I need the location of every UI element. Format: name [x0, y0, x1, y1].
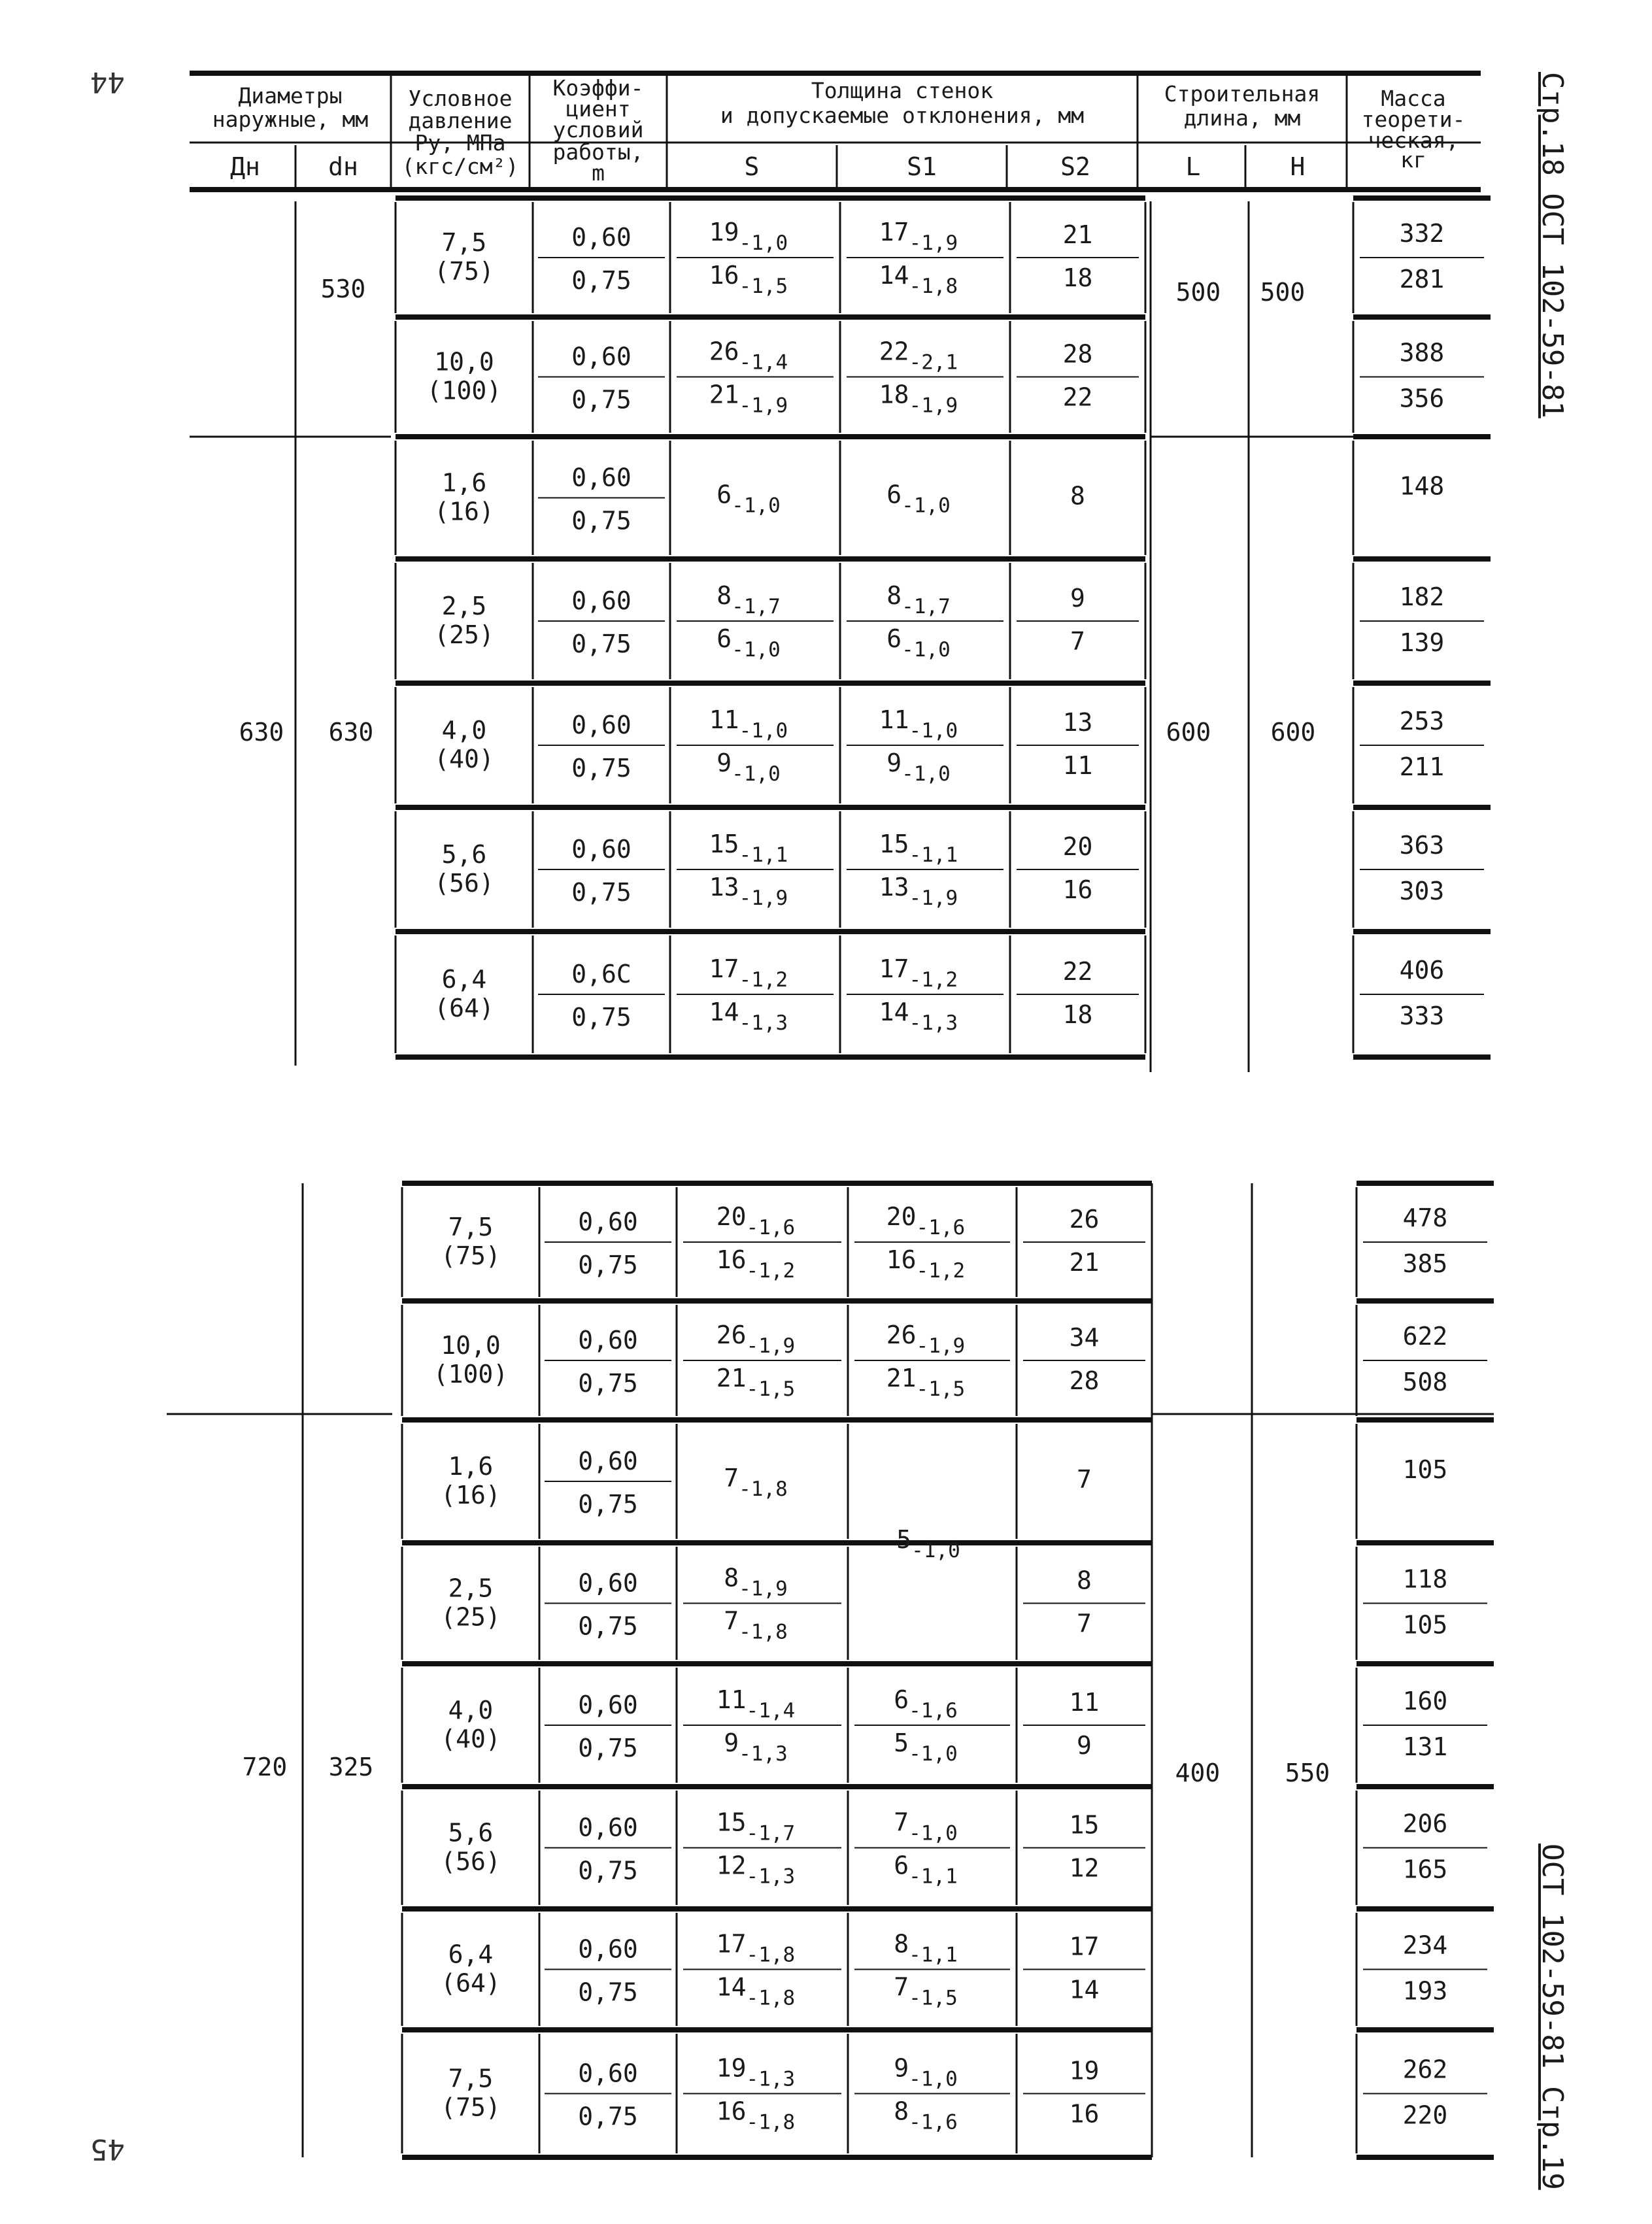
- table2-s1-value-060: $6_{-1,6}$: [894, 1685, 958, 1723]
- table1-coef-060: 0,60: [571, 711, 632, 739]
- table1-s1-value: $6_{-1,0}$: [886, 480, 951, 518]
- table1-s1-value-075: $14_{-1,8}$: [879, 261, 958, 298]
- table2-s1-value-060: $8_{-1,1}$: [894, 1929, 958, 1967]
- table2-groups: [402, 1183, 1494, 2157]
- table2-mass-value-060: 622: [1402, 1322, 1448, 1351]
- table2-s1-value-060: $26_{-1,9}$: [886, 1321, 966, 1358]
- table2-group-5: [402, 1664, 1494, 1783]
- table2-coef-060: 0,60: [578, 1934, 638, 1964]
- header-pressure-2: давление: [408, 108, 513, 133]
- table2-pressure-kgf: (100): [433, 1360, 509, 1389]
- header-h: H: [1290, 152, 1306, 181]
- header-coef-1: Коэффи-: [552, 75, 644, 101]
- table1-pressure-kgf: (75): [434, 257, 494, 286]
- t2-H-550: 550: [1285, 1759, 1330, 1787]
- table2-s2-value-075: 16: [1069, 2099, 1100, 2129]
- header-mass-2: теорети-: [1361, 107, 1466, 132]
- table1-group-7: [396, 932, 1491, 1057]
- table1-mass-value-060: 406: [1399, 956, 1445, 985]
- table2-coef-075: 0,75: [578, 1978, 638, 2007]
- table2-pressure-mpa: 1,6: [448, 1452, 494, 1481]
- table1-s1-value-075: $18_{-1,9}$: [879, 380, 958, 418]
- table2-s2-value-075: 28: [1069, 1366, 1100, 1395]
- table1-coef-075: 0,75: [571, 385, 632, 414]
- header-mass-3: ческая,: [1368, 127, 1459, 153]
- table1-s2-value-060: 13: [1062, 708, 1093, 737]
- header-dn-small: dн: [328, 152, 358, 181]
- table1-pressure-kgf: (56): [434, 869, 494, 898]
- table2-s2-value-060: 34: [1069, 1323, 1100, 1352]
- table1-s-value-060: $26_{-1,4}$: [709, 337, 788, 375]
- table2-coef-060: 0,60: [578, 1447, 638, 1475]
- table2-mass-value-060: 206: [1402, 1809, 1448, 1838]
- header-thickness-2: и допускаемые отклонения, мм: [720, 103, 1085, 128]
- table1-mass-value-060: 182: [1399, 582, 1445, 611]
- table2-mass-value-075: 385: [1402, 1249, 1448, 1278]
- table1-pressure-mpa: 5,6: [441, 840, 487, 869]
- table2-merged-s1: [896, 1525, 960, 1562]
- table1-pressure-mpa: 6,4: [441, 965, 487, 994]
- table2-s-value-075: $9_{-1,3}$: [724, 1728, 788, 1766]
- table1-mass-value-075: 356: [1399, 384, 1445, 413]
- table2-s-value-060: $20_{-1,6}$: [716, 1202, 796, 1239]
- table1-s-value-075: $6_{-1,0}$: [716, 624, 781, 662]
- table2-s1-value-060: $20_{-1,6}$: [886, 1202, 966, 1239]
- table1-pressure-mpa: 7,5: [441, 228, 487, 257]
- table2-s-value-060: $8_{-1,9}$: [724, 1563, 788, 1601]
- table2-s2-value-075: 9: [1077, 1731, 1092, 1760]
- table1-group-2: [396, 317, 1491, 433]
- table1-s-value-075: $21_{-1,9}$: [709, 380, 788, 418]
- table1-group-4: [396, 559, 1491, 679]
- t1-dn-small-630: 630: [328, 718, 374, 747]
- table2-mass-value-075: 508: [1402, 1368, 1448, 1396]
- table1-s2-value-060: 28: [1062, 339, 1093, 369]
- table2-s2-value-075: 21: [1069, 1248, 1100, 1277]
- table1-mass-value-060: 388: [1399, 338, 1445, 367]
- table1-s2-value-075: 18: [1062, 263, 1093, 292]
- table2-s-value-060: $11_{-1,4}$: [716, 1685, 796, 1723]
- table2-mass-value-060: 262: [1402, 2055, 1448, 2084]
- header-s: S: [744, 152, 760, 181]
- table2-structure: [167, 1183, 1494, 2157]
- table1-s1-value-060: $17_{-1,2}$: [879, 954, 958, 992]
- table2-group-7: [402, 1909, 1494, 2026]
- table2-pressure-kgf: (75): [441, 2093, 501, 2122]
- table1-s2-value-075: 7: [1070, 627, 1085, 656]
- table2-coef-075: 0,75: [578, 1490, 638, 1519]
- header-s1: S1: [907, 152, 937, 181]
- table2-pressure-mpa: 7,5: [448, 1213, 494, 1241]
- header-coef-3: условий: [552, 117, 644, 143]
- table1-pressure-kgf: (16): [434, 497, 494, 526]
- header-length-1: Строительная: [1164, 81, 1321, 107]
- table2-group-8: [402, 2030, 1494, 2157]
- table1-s-value-060: $8_{-1,7}$: [716, 581, 781, 618]
- header-coef-4: работы,: [552, 139, 644, 165]
- table2-s-value-075: $7_{-1,8}$: [724, 1606, 788, 1644]
- table2-mass-value-060: 234: [1402, 1930, 1448, 1960]
- table1-s1-value-060: $15_{-1,1}$: [879, 830, 958, 867]
- table1-pressure-mpa: 10,0: [434, 347, 494, 377]
- table1-s-value-075: $13_{-1,9}$: [709, 873, 788, 910]
- table2-mass-value-060: 160: [1402, 1687, 1448, 1715]
- table2-mass-value-060: 478: [1402, 1204, 1448, 1232]
- table2-s2-value: 7: [1077, 1465, 1092, 1494]
- table2-mass-value-075: 165: [1402, 1855, 1448, 1884]
- table1-coef-075: 0,75: [571, 878, 632, 907]
- table1-coef-060: 0,6С: [571, 960, 632, 988]
- table1-mass-value-060: 253: [1399, 707, 1445, 735]
- table1-group-3: [396, 437, 1491, 555]
- table2-s1-value-075: $21_{-1,5}$: [886, 1364, 966, 1401]
- table1-coef-075: 0,75: [571, 506, 632, 535]
- table2-mass-value-060: 118: [1402, 1564, 1448, 1594]
- table1-coef-060: 0,60: [571, 463, 632, 492]
- table2-pressure-mpa: 2,5: [448, 1574, 494, 1603]
- table1-mass-value-075: 211: [1399, 752, 1445, 781]
- table2-s-value-060: $17_{-1,8}$: [716, 1929, 796, 1967]
- table2-pressure-mpa: 7,5: [448, 2064, 494, 2093]
- table1-pressure-kgf: (64): [434, 994, 494, 1022]
- header-length-2: длина, мм: [1183, 105, 1301, 131]
- top-page-number: 44: [90, 65, 125, 99]
- table1-s2-value: 8: [1070, 481, 1085, 511]
- top-side-label: Стр.18 ОСТ 102-59-81: [1536, 72, 1569, 418]
- t1-H-500: 500: [1260, 278, 1306, 307]
- header-diameters-2: наружные, мм: [212, 107, 369, 132]
- table1-s2-value-060: 9: [1070, 584, 1085, 613]
- table1-coef-075: 0,75: [571, 1003, 632, 1032]
- table2-s2-value-075: 7: [1077, 1609, 1092, 1638]
- t1-H-600: 600: [1270, 718, 1316, 747]
- table1-pressure-mpa: 4,0: [441, 716, 487, 745]
- table1-pressure-kgf: (40): [434, 745, 494, 773]
- table2-s2-value-075: 12: [1069, 1853, 1100, 1883]
- table1-s1-value-075: $14_{-1,3}$: [879, 998, 958, 1035]
- table1-s-value: $6_{-1,0}$: [716, 480, 781, 518]
- table1-s-value-060: $19_{-1,0}$: [709, 218, 788, 255]
- table2-s1-value-060: $9_{-1,0}$: [894, 2053, 958, 2091]
- table1-s2-value-075: 18: [1062, 1000, 1093, 1029]
- table2-mass-value-075: 105: [1402, 1610, 1448, 1640]
- table2-coef-075: 0,75: [578, 2102, 638, 2131]
- t2-dn-small-325: 325: [328, 1753, 374, 1781]
- table2-s-value: $7_{-1,8}$: [724, 1464, 788, 1501]
- table1-groups: [396, 198, 1491, 1057]
- table1-coef-060: 0,60: [571, 586, 632, 615]
- table1-coef-060: 0,60: [571, 223, 632, 252]
- header-s2: S2: [1060, 152, 1090, 181]
- table1-structure: [190, 201, 1481, 1072]
- table2-s2-value-060: 19: [1069, 2056, 1100, 2085]
- header-l: L: [1185, 152, 1201, 181]
- table1-s1-value-060: $17_{-1,9}$: [879, 218, 958, 255]
- table1-s-value-060: $15_{-1,1}$: [709, 830, 788, 867]
- table2-mass-value-075: 131: [1402, 1732, 1448, 1761]
- table2-s2-value-075: 14: [1069, 1975, 1100, 2004]
- table1-mass-value-075: 303: [1399, 877, 1445, 905]
- bottom-side-label: ОСТ 102-59-81 Стр.19: [1536, 1844, 1569, 2190]
- table1-s2-value-075: 16: [1062, 875, 1093, 904]
- table2-pressure-mpa: 5,6: [448, 1818, 494, 1847]
- table2-s1-merged-value: $5_{-1,0}$: [896, 1525, 960, 1562]
- table1-coef-075: 0,75: [571, 754, 632, 783]
- header-dn: Дн: [230, 152, 260, 181]
- table1-pressure-kgf: (25): [434, 620, 494, 649]
- table2-group-3: [402, 1420, 1494, 1539]
- table2-pressure-kgf: (64): [441, 1968, 501, 1998]
- table2-coef-075: 0,75: [578, 1734, 638, 1762]
- table1-s1-value-075: $9_{-1,0}$: [886, 749, 951, 786]
- table2-mass-value-075: 220: [1402, 2100, 1448, 2130]
- table2-s-value-060: $19_{-1,3}$: [716, 2053, 796, 2091]
- table1-mass-value: 148: [1399, 471, 1445, 501]
- table2-s1-value-075: $6_{-1,1}$: [894, 1851, 958, 1889]
- table1-s1-value-060: $11_{-1,0}$: [879, 705, 958, 743]
- table2-s1-value-075: $7_{-1,5}$: [894, 1972, 958, 2010]
- table1-s2-value-060: 20: [1062, 832, 1093, 861]
- table2-s1-value-075: $16_{-1,2}$: [886, 1245, 966, 1283]
- table1-s1-value-060: $22_{-2,1}$: [879, 337, 958, 375]
- table2-coef-060: 0,60: [578, 1813, 638, 1842]
- table2-s-value-060: $15_{-1,7}$: [716, 1808, 796, 1845]
- table1-mass-value-075: 281: [1399, 265, 1445, 294]
- header-coef-2: циент: [565, 96, 631, 122]
- table2-s2-value-060: 17: [1069, 1932, 1100, 1961]
- table2-s2-value-060: 26: [1069, 1205, 1100, 1234]
- table2-group-6: [402, 1787, 1494, 1905]
- table2-group-2: [402, 1301, 1494, 1416]
- table2-coef-060: 0,60: [578, 1207, 638, 1236]
- table1-coef-075: 0,75: [571, 630, 632, 658]
- table2-coef-060: 0,60: [578, 1691, 638, 1719]
- table2-coef-075: 0,75: [578, 1856, 638, 1885]
- table2-s1-value-075: $5_{-1,0}$: [894, 1728, 958, 1766]
- table1-group-1: [396, 198, 1491, 313]
- table2-pressure-kgf: (56): [441, 1847, 501, 1876]
- table1-s2-value-060: 21: [1062, 220, 1093, 249]
- table1-s2-value-075: 22: [1062, 382, 1093, 412]
- header-coef-5: m: [592, 160, 605, 186]
- table2-mass-value-075: 193: [1402, 1976, 1448, 2006]
- table2-pressure-mpa: 4,0: [448, 1696, 494, 1725]
- t2-L-400: 400: [1175, 1759, 1221, 1787]
- table1-pressure-mpa: 1,6: [441, 468, 487, 497]
- table1-s2-value-060: 22: [1062, 957, 1093, 986]
- header-pressure-4: (кгс/см²): [401, 154, 519, 179]
- t1-L-600: 600: [1166, 718, 1211, 747]
- table1-s-value-060: $11_{-1,0}$: [709, 705, 788, 743]
- table2-pressure-kgf: (16): [441, 1481, 501, 1509]
- table2-coef-075: 0,75: [578, 1369, 638, 1398]
- header-diameters-1: Диаметры: [238, 83, 343, 109]
- header-mass-4: кг: [1400, 147, 1426, 173]
- bottom-page-number: 45: [90, 2132, 125, 2166]
- table1-s-value-075: $16_{-1,5}$: [709, 261, 788, 298]
- table1-mass-value-075: 333: [1399, 1002, 1445, 1030]
- table1-group-6: [396, 807, 1491, 928]
- table2-pressure-kgf: (25): [441, 1602, 501, 1632]
- table1-s-value-060: $17_{-1,2}$: [709, 954, 788, 992]
- t1-dn-630: 630: [239, 718, 284, 747]
- table2-s-value-075: $16_{-1,2}$: [716, 1245, 796, 1283]
- table2-pressure-mpa: 10,0: [441, 1331, 501, 1360]
- header-thickness-1: Толщина стенок: [811, 78, 994, 103]
- table1-coef-075: 0,75: [571, 266, 632, 295]
- table2-s-value-075: $16_{-1,8}$: [716, 2097, 796, 2134]
- table2-coef-060: 0,60: [578, 1326, 638, 1355]
- table1-s-value-075: $9_{-1,0}$: [716, 749, 781, 786]
- table1-s2-value-075: 11: [1062, 751, 1093, 780]
- t2-dn-720: 720: [242, 1753, 288, 1781]
- table2-s-value-060: $26_{-1,9}$: [716, 1321, 796, 1358]
- table1-mass-value-060: 363: [1399, 831, 1445, 860]
- table2-pressure-kgf: (40): [441, 1725, 501, 1753]
- header-pressure-1: Условное: [408, 86, 513, 111]
- table1-coef-060: 0,60: [571, 342, 632, 371]
- header-mass-1: Масса: [1381, 86, 1446, 111]
- t1-dn-small-530: 530: [320, 275, 366, 303]
- table2-coef-060: 0,60: [578, 2059, 638, 2088]
- table1-mass-value-075: 139: [1399, 628, 1445, 657]
- table1-mass-value-060: 332: [1399, 219, 1445, 248]
- table1-s1-value-075: $13_{-1,9}$: [879, 873, 958, 910]
- table2-pressure-kgf: (75): [441, 1241, 501, 1270]
- table1-group-5: [396, 683, 1491, 803]
- table2-s2-value-060: 15: [1069, 1810, 1100, 1840]
- table1-coef-060: 0,60: [571, 835, 632, 864]
- table1-pressure-mpa: 2,5: [441, 592, 487, 620]
- table2-coef-060: 0,60: [578, 1568, 638, 1598]
- table1-pressure-kgf: (100): [426, 376, 502, 405]
- table2-pressure-mpa: 6,4: [448, 1940, 494, 1969]
- table2-s2-value-060: 8: [1077, 1566, 1092, 1595]
- table2-s2-value-060: 11: [1069, 1688, 1100, 1717]
- header-pressure-3: Ру, МПа: [414, 130, 506, 156]
- table2-group-1: [402, 1183, 1494, 1297]
- table2-s-value-075: $21_{-1,5}$: [716, 1364, 796, 1401]
- table2-coef-075: 0,75: [578, 1611, 638, 1641]
- table2-s-value-075: $14_{-1,8}$: [716, 1972, 796, 2010]
- table1-s1-value-075: $6_{-1,0}$: [886, 624, 951, 662]
- table1-s-value-075: $14_{-1,3}$: [709, 998, 788, 1035]
- table1-s1-value-060: $8_{-1,7}$: [886, 581, 951, 618]
- table2-s1-value-060: $7_{-1,0}$: [894, 1808, 958, 1845]
- table2-coef-075: 0,75: [578, 1251, 638, 1279]
- t1-L-500: 500: [1175, 278, 1221, 307]
- table2-s1-value-075: $8_{-1,6}$: [894, 2097, 958, 2134]
- table-header: [190, 73, 1481, 190]
- table2-mass-value: 105: [1402, 1455, 1448, 1484]
- table2-s-value-075: $12_{-1,3}$: [716, 1851, 796, 1889]
